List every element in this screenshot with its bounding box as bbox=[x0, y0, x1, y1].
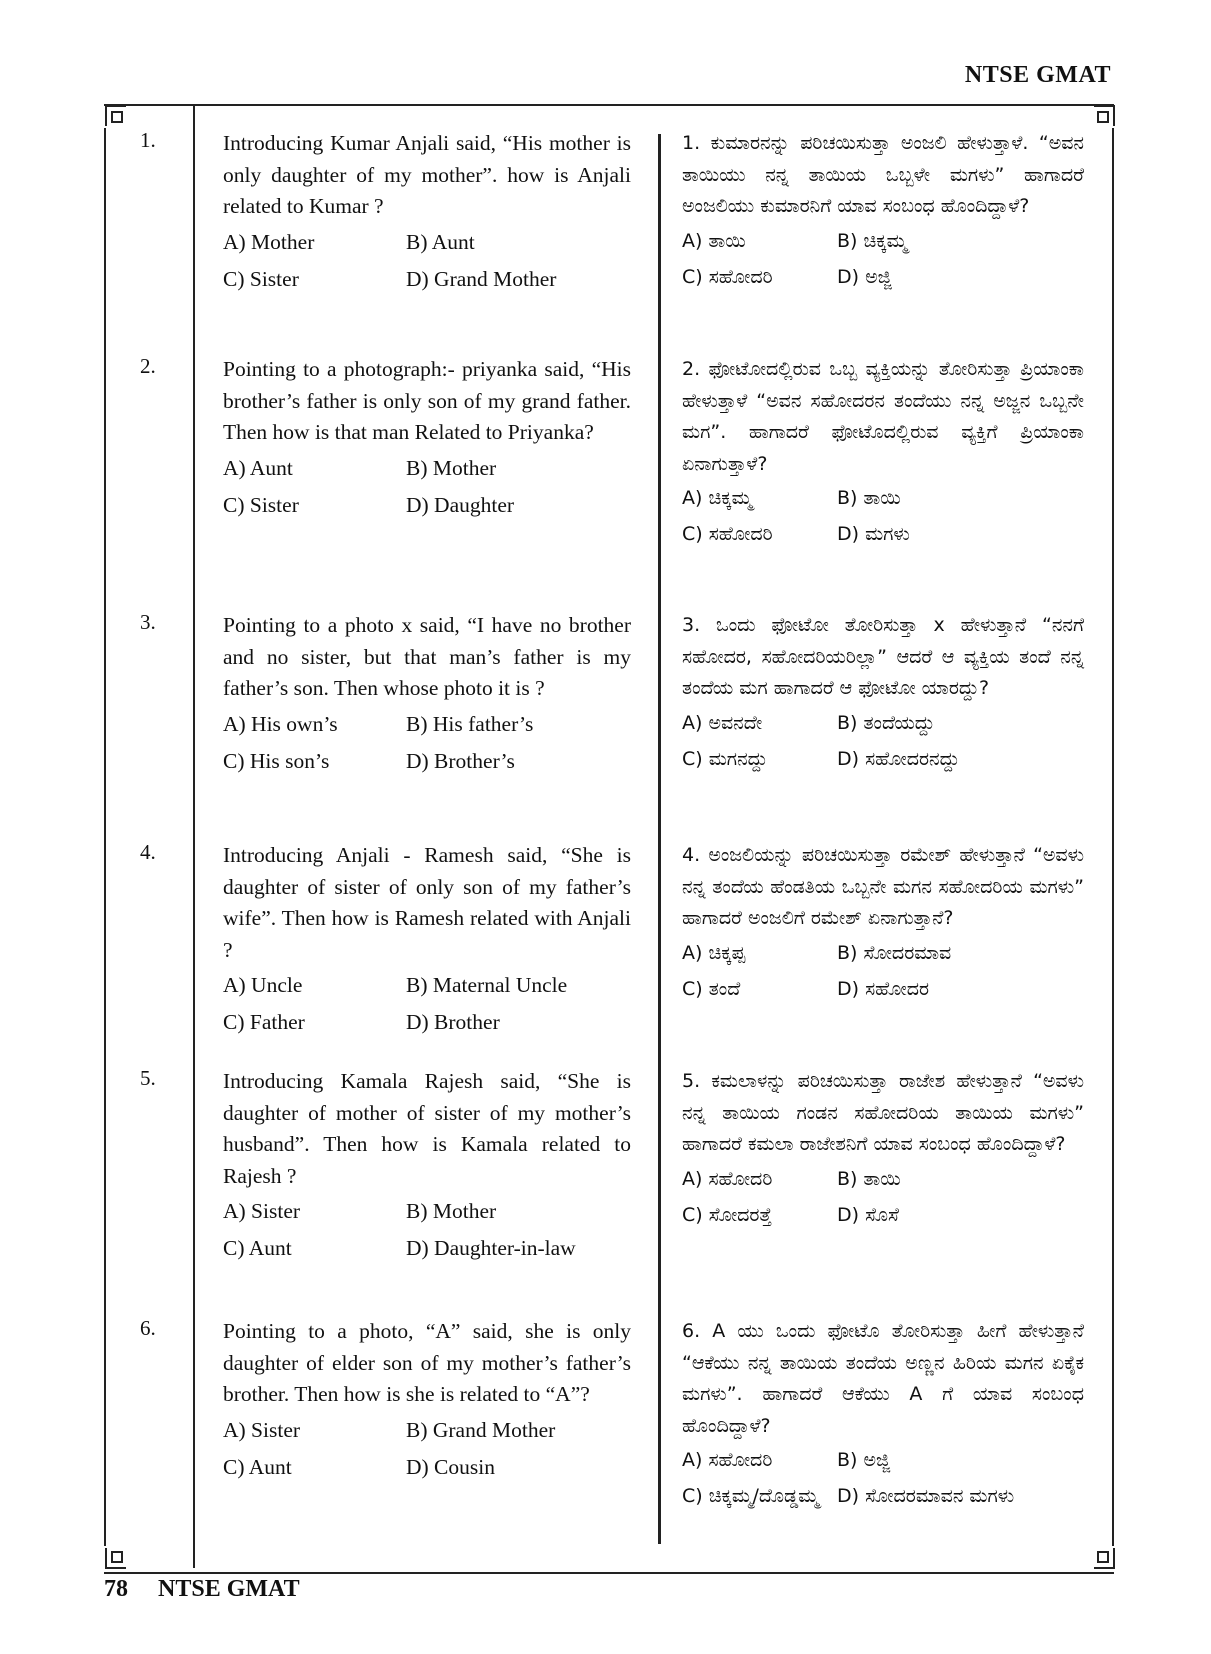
language-column-divider bbox=[658, 134, 661, 1544]
option-b: B) Mother bbox=[406, 1199, 497, 1223]
kannada-options-grid bbox=[682, 1444, 1084, 1512]
kannada-option-a: A) ತಾಯಿ bbox=[682, 229, 746, 252]
option-b: B) His father’s bbox=[406, 711, 534, 736]
frame-corner-bottom-right bbox=[1094, 1548, 1116, 1570]
kannada-option-a: A) ಸಹೋದರಿ bbox=[682, 1449, 773, 1471]
kannada-options-grid bbox=[682, 707, 1084, 775]
kannada-option-c: C) ಸಹೋದರಿ bbox=[682, 265, 773, 288]
frame-corner-top-right bbox=[1094, 104, 1116, 126]
option-c: C) Sister bbox=[223, 492, 299, 517]
options-grid bbox=[223, 453, 631, 521]
question-number: 4. bbox=[140, 840, 156, 864]
kannada-option-c: C) ಸಹೋದರಿ bbox=[682, 523, 773, 545]
question-number: 2. bbox=[140, 354, 156, 378]
question-text: Introducing Kamala Rajesh said, “She is daughter of mother of sister of my mother’s husband”. Then how is Kamala related to Rajesh ? bbox=[223, 1069, 631, 1188]
kannada-option-b: B) ಸೋದರಮಾವ bbox=[837, 941, 952, 964]
option-d: D) Daughter-in-law bbox=[406, 1236, 576, 1260]
option-a: A) Sister bbox=[223, 1417, 301, 1442]
kannada-option-c: C) ಸೋದರತ್ತೆ bbox=[682, 1203, 772, 1226]
option-d: D) Grand Mother bbox=[406, 266, 557, 291]
frame-corner-top-left bbox=[104, 104, 126, 126]
kannada-option-a: A) ಅವನದೇ bbox=[682, 711, 763, 734]
kannada-option-b: B) ಅಜ್ಜಿ bbox=[837, 1449, 891, 1471]
kannada-options-grid bbox=[682, 937, 1084, 1005]
option-a: A) Mother bbox=[223, 229, 315, 254]
kannada-options-grid bbox=[682, 1163, 1084, 1231]
option-a: A) Sister bbox=[223, 1199, 301, 1223]
question-number: 1. bbox=[140, 128, 156, 152]
option-a: A) Aunt bbox=[223, 455, 293, 480]
question-english bbox=[223, 840, 631, 1038]
option-d: D) Cousin bbox=[406, 1454, 495, 1479]
number-column-divider bbox=[193, 106, 195, 1568]
kannada-option-d: D) ಸೊಸೆ bbox=[837, 1203, 899, 1226]
kannada-option-d: D) ಸಹೋದರ bbox=[837, 977, 930, 1000]
kannada-option-d: D) ಮಗಳು bbox=[837, 523, 910, 545]
kannada-question-text: 4. ಅಂಜಲಿಯನ್ನು ಪರಿಚಯಿಸುತ್ತಾ ರಮೇಶ್ ಹೇಳುತ್ತಾನೆ “ಅವಳು ನನ್ನ ತಂದೆಯ ಹೆಂಡತಿಯ ಒಬ್ಬನೇ ಮಗನ ಸಹೋದರಿಯ ಮಗಳು” ಹಾಗಾದರೆ ಅಂಜಲಿಗೆ ರಮೇಶ್ ಏನಾಗುತ್ತಾನೆ? bbox=[682, 844, 1084, 929]
question-number: 3. bbox=[140, 610, 156, 634]
options-grid bbox=[223, 970, 631, 1038]
option-c: C) Father bbox=[223, 1010, 305, 1034]
question-text: Pointing to a photograph:- priyanka said, “His brother’s father is only son of my grand father. Then how is that man Related to Priyanka? bbox=[223, 357, 631, 444]
option-d: D) Brother’s bbox=[406, 748, 515, 773]
option-b: B) Maternal Uncle bbox=[406, 973, 568, 997]
question-text: Pointing to a photo x said, “I have no brother and no sister, but that man’s father is my father’s son. Then whose photo it is ? bbox=[223, 613, 631, 700]
kannada-option-a: A) ಚಿಕ್ಕಮ್ಮ bbox=[682, 487, 753, 509]
kannada-options-grid bbox=[682, 225, 1084, 293]
kannada-option-b: B) ತಾಯಿ bbox=[837, 1167, 901, 1190]
question-kannada bbox=[682, 354, 1084, 550]
kannada-question-text: 6. A ಯು ಒಂದು ಫೋಟೊ ತೋರಿಸುತ್ತಾ ಹೀಗೆ ಹೇಳುತ್ತಾನೆ “ಆಕೆಯು ನನ್ನ ತಾಯಿಯ ತಂದೆಯ ಅಣ್ಣನ ಹಿರಿಯ ಮಗನ ಏಕೈಕ ಮಗಳು”. ಹಾಗಾದರೆ ಆಕೆಯು A ಗೆ ಯಾವ ಸಂಬಂಧ ಹೊಂದಿದ್ದಾಳೆ? bbox=[682, 1320, 1084, 1437]
question-kannada bbox=[682, 610, 1084, 775]
footer-title: NTSE GMAT bbox=[158, 1576, 300, 1602]
kannada-question-text: 5. ಕಮಲಾಳನ್ನು ಪರಿಚಯಿಸುತ್ತಾ ರಾಜೇಶ ಹೇಳುತ್ತಾನೆ “ಅವಳು ನನ್ನ ತಾಯಿಯ ಗಂಡನ ಸಹೋದರಿಯ ತಾಯಿಯ ಮಗಳು” ಹಾಗಾದರೆ ಕಮಲಾ ರಾಜೇಶನಿಗೆ ಯಾವ ಸಂಬಂಧ ಹೊಂದಿದ್ದಾಳೆ? bbox=[682, 1070, 1084, 1155]
kannada-question-text: 3. ಒಂದು ಫೋಟೋ ತೋರಿಸುತ್ತಾ x ಹೇಳುತ್ತಾನೆ “ನನಗೆ ಸಹೋದರ, ಸಹೋದರಿಯರಿಲ್ಲಾ” ಆದರೆ ಆ ವ್ಯಕ್ತಿಯ ತಂದೆ ನನ್ನ ತಂದೆಯ ಮಗ ಹಾಗಾದರೆ ಆ ಫೋಟೋ ಯಾರದ್ದು? bbox=[682, 614, 1084, 699]
option-d: D) Brother bbox=[406, 1010, 500, 1034]
options-grid bbox=[223, 1196, 631, 1264]
options-grid bbox=[223, 709, 631, 777]
question-text: Introducing Anjali - Ramesh said, “She is daughter of sister of only son of my father’s wife”. Then how is Ramesh related with Anjali ? bbox=[223, 843, 631, 962]
question-english bbox=[223, 610, 631, 777]
option-d: D) Daughter bbox=[406, 492, 515, 517]
kannada-option-d: D) ಅಜ್ಜಿ bbox=[837, 265, 892, 288]
question-text: Introducing Kumar Anjali said, “His mother is only daughter of my mother”. how is Anjali related to Kumar ? bbox=[223, 131, 631, 218]
question-english bbox=[223, 1066, 631, 1264]
question-number: 5. bbox=[140, 1066, 156, 1090]
kannada-option-c: C) ಮಗನದ್ದು bbox=[682, 747, 768, 770]
question-kannada bbox=[682, 128, 1084, 293]
option-c: C) Aunt bbox=[223, 1454, 292, 1479]
page-number: 78 bbox=[104, 1576, 128, 1602]
kannada-option-a: A) ಚಿಕ್ಕಪ್ಪ bbox=[682, 941, 746, 964]
kannada-option-a: A) ಸಹೋದರಿ bbox=[682, 1167, 773, 1190]
question-kannada bbox=[682, 1316, 1084, 1512]
option-c: C) Aunt bbox=[223, 1236, 292, 1260]
page-header-title: NTSE GMAT bbox=[964, 62, 1111, 88]
kannada-option-c: C) ತಂದೆ bbox=[682, 977, 741, 1000]
frame-corner-bottom-left bbox=[104, 1548, 126, 1570]
option-a: A) His own’s bbox=[223, 711, 338, 736]
frame-left-line bbox=[104, 128, 106, 1546]
question-kannada bbox=[682, 840, 1084, 1005]
question-number: 6. bbox=[140, 1316, 156, 1340]
option-b: B) Aunt bbox=[406, 229, 475, 254]
options-grid bbox=[223, 1415, 631, 1483]
option-c: C) Sister bbox=[223, 266, 299, 291]
kannada-option-b: B) ಚಿಕ್ಕಮ್ಮ bbox=[837, 229, 908, 252]
kannada-option-c: C) ಚಿಕ್ಕಮ್ಮ/ದೊಡ್ಡಮ್ಮ bbox=[682, 1485, 819, 1507]
page-footer bbox=[104, 1576, 300, 1603]
option-b: B) Mother bbox=[406, 455, 497, 480]
question-english bbox=[223, 1316, 631, 1483]
frame-right-line bbox=[1112, 128, 1114, 1546]
kannada-option-b: B) ತಾಯಿ bbox=[837, 487, 901, 509]
option-b: B) Grand Mother bbox=[406, 1417, 556, 1442]
option-c: C) His son’s bbox=[223, 748, 330, 773]
question-english bbox=[223, 128, 631, 295]
kannada-option-d: D) ಸಹೋದರನದ್ದು bbox=[837, 747, 960, 770]
options-grid bbox=[223, 227, 631, 295]
kannada-question-text: 2. ಫೋಟೋದಲ್ಲಿರುವ ಒಬ್ಬ ವ್ಯಕ್ತಿಯನ್ನು ತೋರಿಸುತ್ತಾ ಪ್ರಿಯಾಂಕಾ ಹೇಳುತ್ತಾಳೆ “ಅವನ ಸಹೋದರನ ತಂದೆಯು ನನ್ನ ಅಜ್ಜನ ಒಬ್ಬನೇ ಮಗ”. ಹಾಗಾದರೆ ಫೋಟೊದಲ್ಲಿರುವ ವ್ಯಕ್ತಿಗೆ ಪ್ರಿಯಾಂಕಾ ಏನಾಗುತ್ತಾಳೆ? bbox=[682, 358, 1084, 475]
kannada-option-b: B) ತಂದೆಯದ್ದು bbox=[837, 711, 935, 734]
kannada-question-text: 1. ಕುಮಾರನನ್ನು ಪರಿಚಯಿಸುತ್ತಾ ಅಂಜಲಿ ಹೇಳುತ್ತಾಳೆ. “ಅವನ ತಾಯಿಯು ನನ್ನ ತಾಯಿಯ ಒಬ್ಬಳೇ ಮಗಳು” ಹಾಗಾದರೆ ಅಂಜಲಿಯು ಕುಮಾರನಿಗೆ ಯಾವ ಸಂಬಂಧ ಹೊಂದಿದ್ದಾಳೆ? bbox=[682, 132, 1084, 217]
kannada-option-d: D) ಸೋದರಮಾವನ ಮಗಳು bbox=[837, 1485, 1015, 1507]
question-kannada bbox=[682, 1066, 1084, 1231]
question-text: Pointing to a photo, “A” said, she is only daughter of elder son of my mother’s father’s brother. Then how is she is related to “A”? bbox=[223, 1319, 631, 1406]
question-english bbox=[223, 354, 631, 521]
kannada-options-grid bbox=[682, 482, 1084, 550]
option-a: A) Uncle bbox=[223, 973, 303, 997]
